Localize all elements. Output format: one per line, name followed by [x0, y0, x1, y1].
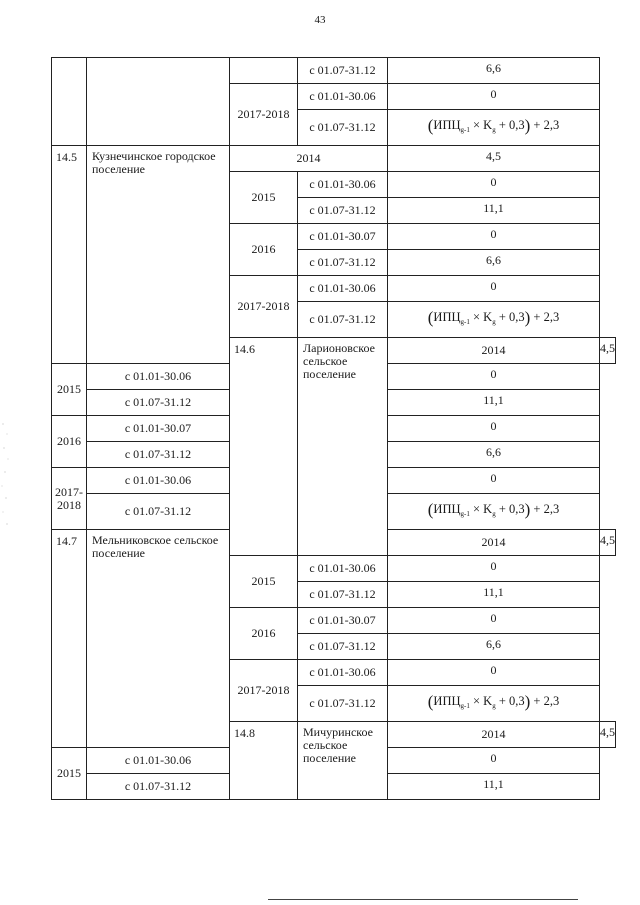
period-cell: с 01.01-30.06	[87, 748, 230, 774]
settlement-name: Мельниковское сельское поселение	[87, 530, 230, 748]
year-cell: 2015	[52, 364, 87, 416]
period-cell: с 01.01-30.06	[298, 660, 388, 686]
year-cell: 2014	[388, 530, 600, 556]
value-cell: 0	[388, 84, 600, 110]
settlement-name: Кузнечинское городское поселение	[87, 146, 230, 364]
period-cell: с 01.07-31.12	[298, 686, 388, 722]
value-cell: 4,5	[388, 146, 600, 172]
year-cell: 2014	[388, 338, 600, 364]
row-number: 14.8	[230, 722, 298, 800]
value-cell: 11,1	[388, 582, 600, 608]
formula-cell	[388, 302, 600, 338]
value-cell: 6,6	[388, 250, 600, 276]
period-cell: с 01.01-30.06	[298, 276, 388, 302]
tariff-formula: $(ИПЦ_{g-1} \times K_g + 0,3) + 2,3$	[427, 307, 560, 327]
year-cell: 2014	[388, 722, 600, 748]
period-cell: с 01.01-30.06	[87, 468, 230, 494]
formula-cell	[388, 494, 600, 530]
row-number-cell	[52, 58, 87, 146]
year-cell: 2016	[52, 416, 87, 468]
period-cell: с 01.01-30.07	[298, 224, 388, 250]
period-cell: с 01.07-31.12	[298, 302, 388, 338]
table-row	[52, 58, 616, 84]
period-cell: с 01.07-31.12	[87, 774, 230, 800]
value-cell: 6,6	[388, 442, 600, 468]
period-cell: с 01.07-31.12	[298, 110, 388, 146]
scan-margin-specks	[0, 420, 12, 530]
period-cell: с 01.01-30.06	[298, 84, 388, 110]
formula-cell	[388, 110, 600, 146]
value-cell: 0	[388, 608, 600, 634]
year-cell: 2016	[230, 224, 298, 276]
year-cell	[230, 58, 298, 84]
year-cell: 2015	[52, 748, 87, 800]
settlement-name: Ларионовское сельское поселение	[298, 338, 388, 556]
value-cell: 0	[388, 224, 600, 250]
value-cell: 4,5	[600, 338, 616, 364]
row-number: 14.5	[52, 146, 87, 364]
value-cell: 6,6	[388, 634, 600, 660]
year-cell: 2017-2018	[52, 468, 87, 530]
value-cell: 0	[388, 364, 600, 390]
year-cell: 2016	[230, 608, 298, 660]
year-cell: 2017-2018	[230, 276, 298, 338]
period-cell: с 01.01-30.06	[298, 556, 388, 582]
tariff-formula: $(ИПЦ_{g-1} \times K_g + 0,3) + 2,3$	[427, 115, 560, 135]
period-cell: с 01.07-31.12	[87, 442, 230, 468]
value-cell: 11,1	[388, 390, 600, 416]
year-cell: 2015	[230, 172, 298, 224]
row-number: 14.7	[52, 530, 87, 748]
row-number: 14.6	[230, 338, 298, 556]
value-cell: 4,5	[600, 722, 616, 748]
value-cell: 0	[388, 556, 600, 582]
period-cell: с 01.07-31.12	[298, 58, 388, 84]
period-cell: с 01.01-30.06	[87, 364, 230, 390]
value-cell: 0	[388, 468, 600, 494]
value-cell: 0	[388, 660, 600, 686]
tariff-formula: $(ИПЦ_{g-1} \times K_g + 0,3) + 2,3$	[427, 499, 560, 519]
period-cell: с 01.07-31.12	[87, 494, 230, 530]
tariff-table	[51, 57, 616, 800]
value-cell: 4,5	[600, 530, 616, 556]
period-cell: с 01.01-30.07	[87, 416, 230, 442]
value-cell: 11,1	[388, 774, 600, 800]
year-cell: 2015	[230, 556, 298, 608]
footer-rule	[268, 899, 578, 900]
year-cell: 2017-2018	[230, 660, 298, 722]
period-cell: с 01.07-31.12	[298, 634, 388, 660]
value-cell: 0	[388, 172, 600, 198]
value-cell: 6,6	[388, 58, 600, 84]
table-row	[52, 146, 616, 172]
period-cell: с 01.07-31.12	[298, 198, 388, 224]
period-cell: с 01.01-30.06	[298, 172, 388, 198]
settlement-name: Мичуринское сельское поселение	[298, 722, 388, 800]
settlement-name-cell	[87, 58, 230, 146]
value-cell: 11,1	[388, 198, 600, 224]
page-number: 43	[314, 14, 326, 26]
period-cell: с 01.07-31.12	[298, 250, 388, 276]
value-cell: 0	[388, 748, 600, 774]
value-cell: 0	[388, 276, 600, 302]
period-cell: с 01.01-30.07	[298, 608, 388, 634]
tariff-formula: $(ИПЦ_{g-1} \times K_g + 0,3) + 2,3$	[427, 691, 560, 711]
value-cell: 0	[388, 416, 600, 442]
formula-cell	[388, 686, 600, 722]
year-cell: 2017-2018	[230, 84, 298, 146]
period-cell: с 01.07-31.12	[87, 390, 230, 416]
period-cell: с 01.07-31.12	[298, 582, 388, 608]
year-cell: 2014	[230, 146, 388, 172]
